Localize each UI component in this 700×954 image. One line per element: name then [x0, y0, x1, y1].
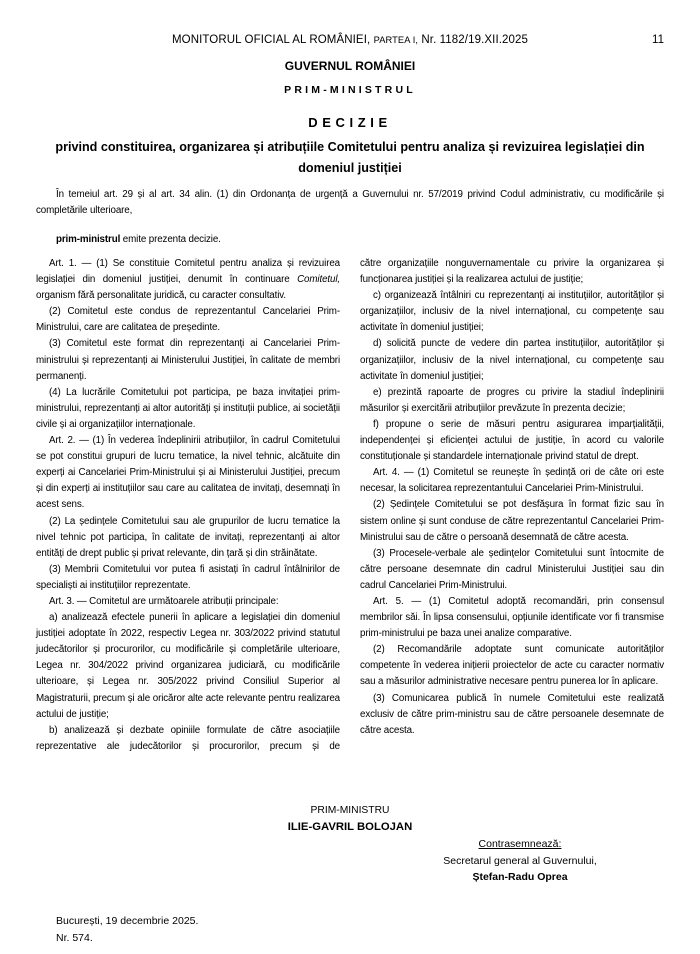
text-run: (2) Recomandările adoptate sunt comunicate autorităților competente în vederea inițierii proiectelor de acte cu caracter normativ sau a măsurilor administrative necesare pentru punerea lor în aplicare. [360, 644, 664, 688]
countersignature-block [370, 836, 670, 886]
paragraph [360, 288, 664, 336]
signatory-role: PRIM-MINISTRU [310, 805, 390, 816]
issuer-prime-minister: PRIM-MINISTRUL [284, 84, 416, 96]
text-run: către organizațiile nonguvernamentale cu privire la organizarea și funcționarea justiției și la realizarea actului de justiție; [360, 258, 664, 286]
left-column [36, 256, 340, 755]
paragraph [360, 385, 664, 417]
body-columns [36, 256, 664, 755]
paragraph [360, 465, 664, 497]
text-run: Art. 5. — (1) Comitetul adoptă recomandări, prin consensul membrilor săi. În lipsa consensului, opțiunile identificate vor fi transmise prim-ministrului pe baza unei analize comparative. [360, 595, 664, 640]
paragraph [36, 232, 664, 248]
text-run: prim-ministrul [56, 234, 121, 246]
text-run: Art. 2. — (1) În vederea îndeplinirii atribuțiilor, în cadrul Comitetului se pot constitui grupuri de lucru tematice, la nivel tehnic, alcătuite din experți ai Cancelariei Prim-Ministrului și ai Ministerului Justiției, precum și din experți ai instituțiilor sau care au calitatea de invitați, desemnați în acest sens. [36, 435, 340, 511]
text-run: Art. 1. — (1) Se constituie Comitetul pentru analiza și revizuirea legislației din domeniul justiției, denumit în continuare [36, 258, 340, 286]
paragraph [360, 691, 664, 739]
paragraph [360, 497, 664, 545]
text-run: (3) Membrii Comitetului vor putea fi asistați în cadrul întâlnirilor de specialiști ai instituțiilor reprezentate. [36, 563, 340, 591]
text-run: d) solicită puncte de vedere din partea instituțiilor, autorităților și organizațiilor, inclusiv de la nivel internațional, cu competențe sau activitate în domeniul justiției; [360, 338, 664, 382]
countersign-role: Secretarul general al Guvernului, [443, 854, 597, 867]
text-run: (2) Comitetul este condus de reprezentantul Cancelariei Prim-Ministrului, care are calitatea de președinte. [36, 306, 340, 334]
masthead [0, 34, 700, 46]
text-run: (3) Comunicarea publică în numele Comitetului este realizată exclusiv de către prim-ministru sau de către persoanele desemnate de către acesta. [360, 692, 664, 736]
gazette-issue: Nr. 1182/19.XII.2025 [421, 34, 529, 46]
issuer-government: GUVERNUL ROMÂNIEI [284, 59, 416, 73]
text-run: emite prezenta decizie. [120, 234, 221, 246]
paragraph [36, 562, 340, 594]
text-run: Art. 3. — Comitetul are următoarele atribuții principale: [49, 595, 279, 607]
gazette-part: PARTEA I, [373, 35, 419, 45]
right-column [360, 256, 664, 755]
issue-place-date: București, 19 decembrie 2025. [56, 915, 199, 927]
text-run: b) analizează și dezbate opiniile formulate de către asociațiile reprezentative ale judecătorilor și procurorilor, precum și de [36, 724, 340, 752]
paragraph [36, 304, 340, 336]
text-run: (3) Comitetul este format din reprezentanți ai Cancelariei Prim-ministrului și reprezentanți ai Ministerului Justiției, în calitate de membri permanenți. [36, 338, 340, 382]
act-number: Nr. 574. [56, 931, 93, 944]
text-run: Comitetul, [297, 274, 340, 286]
paragraph [36, 594, 340, 610]
paragraph [36, 514, 340, 562]
text-run: Art. 4. — (1) Comitetul se reunește în ședință ori de câte ori este necesar, la solicitarea reprezentantului Cancelariei Prim-Ministrului. [360, 467, 664, 495]
gazette-title: MONITORUL OFICIAL AL ROMÂNIEI, [171, 34, 371, 46]
paragraph [360, 336, 664, 384]
paragraph [360, 256, 664, 288]
paragraph [36, 723, 340, 755]
paragraph [36, 433, 340, 513]
paragraph [36, 610, 340, 723]
paragraph [360, 417, 664, 465]
page-number: 11 [652, 34, 664, 46]
text-run: (2) Ședințele Comitetului se pot desfășura în format fizic sau în sistem online și sunt conduse de către reprezentantul Cancelariei Prim-Ministrului sau de către o persoană desemnată de către acesta. [360, 499, 664, 543]
text-run: organism fără personalitate juridică, cu caracter consultativ. [36, 290, 286, 302]
paragraph [36, 336, 340, 384]
paragraph [360, 642, 664, 690]
text-run: În temeiul art. 29 și al art. 34 alin. (1) din Ordonanța de urgență a Guvernului nr. 57/2019 privind Codul administrativ, cu modificările și completările ulterioare, [36, 189, 664, 217]
paragraph [360, 594, 664, 642]
countersign-label: Contrasemnează: [478, 838, 562, 850]
text-run: c) organizează întâlniri cu reprezentanți ai instituțiilor, autorităților și organizațiilor, inclusiv de la nivel internațional, cu competențe sau activitate în domeniul justiției; [360, 290, 664, 334]
text-run: (4) La lucrările Comitetului pot participa, pe baza invitației prim-ministrului, reprezentanți ai altor autorități și instituții publice, ai societății civile și ai organizațiilor internaționale. [36, 386, 340, 430]
act-type-heading: DECIZIE [308, 115, 392, 130]
preamble [36, 187, 664, 248]
paragraph [36, 256, 340, 304]
text-run: a) analizează efectele punerii în aplicare a legislației din domeniul justiției adoptate în 2022, respectiv Legea nr. 303/2022 privind statutul judecătorilor și procurorilor, cu modificările și completările ulterioare, Legea nr. 304/2022 privind organizarea judiciară, cu modificările ulterioare, și Legea nr. 305/2022 privind Consiliul Superior al Magistraturii, precum și ale oricăror alte acte relevante pentru realizarea actului de justiție; [36, 612, 340, 720]
paragraph [36, 187, 664, 219]
text-run: f) propune o serie de măsuri pentru asigurarea imparțialității, independenței și eficienței actului de justiție, în acord cu valorile constituționale și standardele internaționale privind statul de drept. [360, 418, 664, 463]
act-title: privind constituirea, organizarea și atribuțiile Comitetului pentru analiza și revizuirea legislației din domeniul justiției [55, 140, 645, 175]
paragraph [360, 546, 664, 594]
paragraph [36, 385, 340, 433]
signature-block [180, 803, 520, 835]
countersign-name: Ștefan-Radu Oprea [472, 871, 568, 883]
signatory-name: ILIE-GAVRIL BOLOJAN [287, 821, 413, 833]
text-run: (3) Procesele-verbale ale ședințelor Comitetului sunt întocmite de către persoane desemnate din cadrul Ministerului Justiției sau din cadrul Cancelariei Prim-Ministrului. [360, 547, 664, 591]
footer-block [56, 913, 198, 946]
text-run: e) prezintă rapoarte de progres cu privire la stadiul îndeplinirii măsurilor și exercitării atribuțiilor prevăzute în prezenta decizie; [360, 386, 664, 414]
text-run: (2) La ședințele Comitetului sau ale grupurilor de lucru tematice la nivel tehnic pot participa, în calitate de invitați, reprezentanți ai altor entități de drept public și privat relevante, din țară și din străinătate. [36, 515, 340, 559]
